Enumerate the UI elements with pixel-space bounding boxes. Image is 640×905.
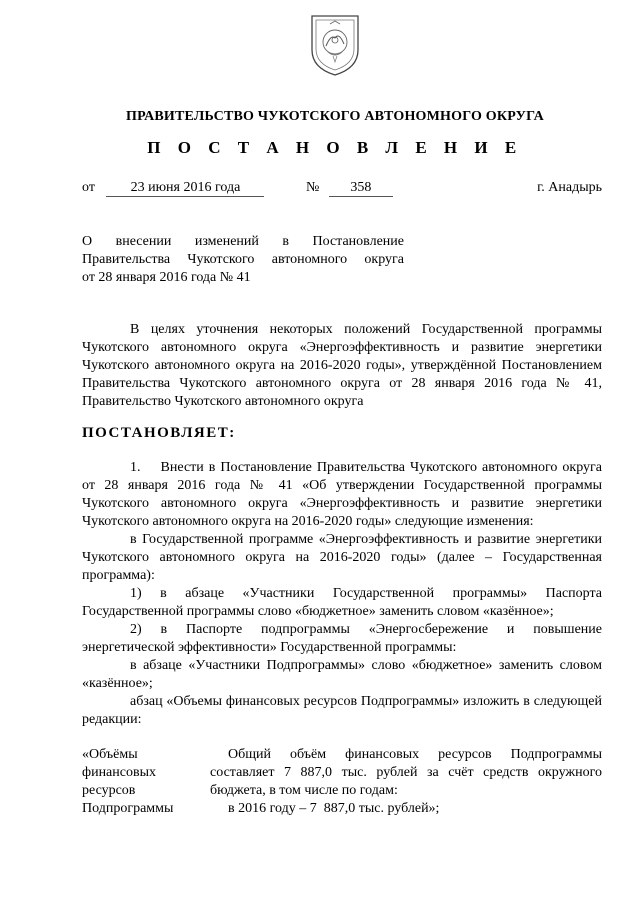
number-label: № xyxy=(306,180,320,195)
amendment-paragraph-6: абзац «Объемы финансовых ресурсов Подпрограммы» изложить в следующей редакции: xyxy=(82,694,602,727)
subject-line-2: Правительства Чукотского автономного округа xyxy=(82,252,404,267)
amendment-paragraph-1: 1. Внести в Постановление Правительства Чукотского автономного округа от 28 января 2016 года № 41 «Об утверждении Государственной программы Чукотского автономного округа «Энергоэффективность и развитие энергетики Чукотского автономного округа на 2016-2020 годы» следующие изменения: xyxy=(82,460,606,529)
subject-line-3: от 28 января 2016 года № 41 xyxy=(82,270,251,285)
from-label: от xyxy=(82,180,95,195)
preamble-paragraph: В целях уточнения некоторых положений Государственной программы Чукотского автономного округа «Энергоэффективность и развитие энергетики Чукотского автономного округа на 2016-2020 годы», утверждённой Постановлением Правительства Чукотского автономного округа от 28 января 2016 года № 41, Правительство Чукотского автономного округа xyxy=(82,322,602,409)
decree-heading: ПОСТАНОВЛЯЕТ: xyxy=(82,425,236,441)
preamble-section xyxy=(82,321,602,411)
funding-table-content xyxy=(210,746,602,818)
document-subject xyxy=(82,233,404,287)
date-field xyxy=(82,180,264,197)
document-number: 358 xyxy=(329,180,393,197)
funding-total-text: Общий объём финансовых ресурсов Подпрограммы составляет 7 887,0 тыс. рублей за счёт средств окружного бюджета, в том числе по годам: xyxy=(210,747,602,798)
funding-2016-text: в 2016 году – 7 887,0 тыс. рублей»; xyxy=(228,801,440,816)
amendment-paragraph-3: 1) в абзаце «Участники Государственной программы» Паспорта Государственной программы слово «бюджетное» заменить словом «казённое»; xyxy=(82,586,602,619)
government-title: ПРАВИТЕЛЬСТВО ЧУКОТСКОГО АВТОНОМНОГО ОКРУГА xyxy=(126,109,544,124)
number-field xyxy=(306,180,393,197)
document-place: г. Анадырь xyxy=(537,180,602,195)
document-type-title: П О С Т А Н О В Л Е Н И Е xyxy=(147,138,523,157)
document-date: 23 июня 2016 года xyxy=(106,180,264,197)
amendment-paragraph-4: 2) в Паспорте подпрограммы «Энергосбережение и повышение энергетической эффективности» Государственной программы: xyxy=(82,622,602,655)
subject-line-1: О внесении изменений в Постановление xyxy=(82,234,404,249)
funding-table-label: «Объёмы финансовых ресурсов Подпрограммы xyxy=(82,747,174,816)
amendment-paragraph-5: в абзаце «Участники Подпрограммы» слово «бюджетное» заменить словом «казённое»; xyxy=(82,658,602,691)
coat-of-arms-emblem xyxy=(304,12,366,78)
amendment-paragraph-2: в Государственной программе «Энергоэффективность и развитие энергетики Чукотского автономного округа на 2016-2020 годы» (далее – Государственная программа): xyxy=(82,532,602,583)
amendments-section xyxy=(82,459,606,729)
